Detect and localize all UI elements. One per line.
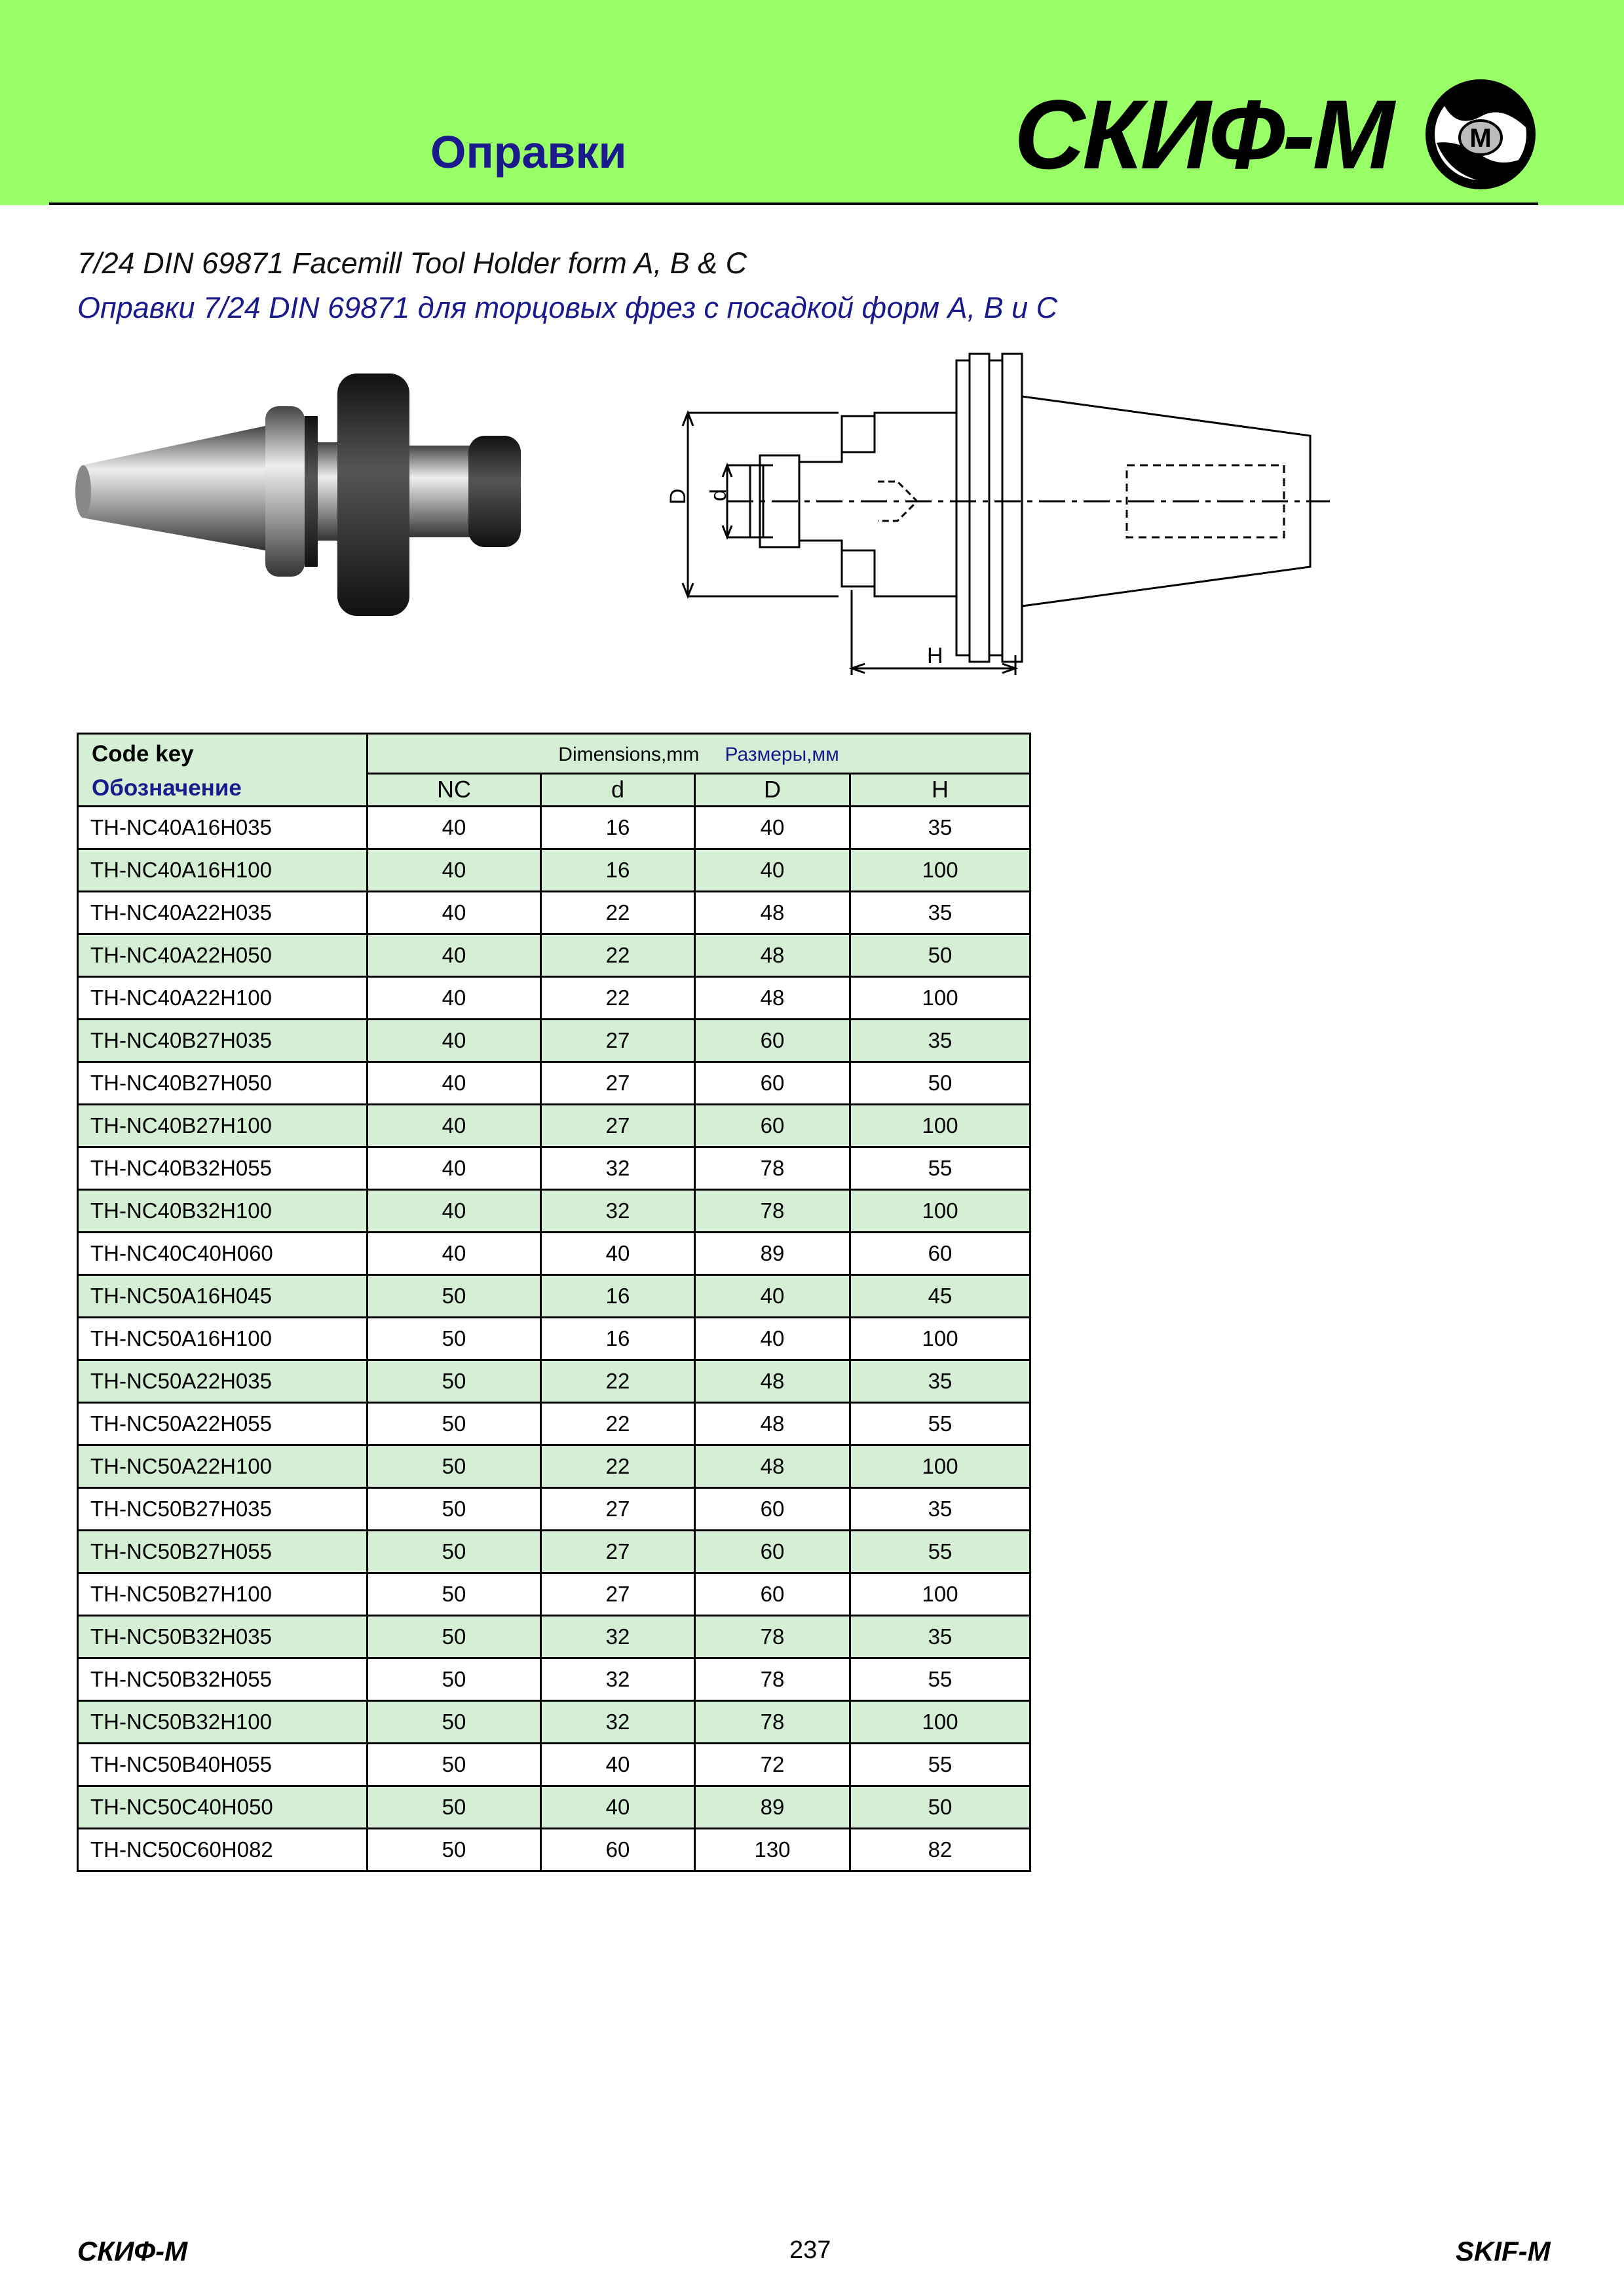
cell-h: 35 <box>850 1616 1030 1658</box>
cell-h: 82 <box>850 1829 1030 1871</box>
cell-nc: 40 <box>368 1147 541 1190</box>
cell-D: 48 <box>695 934 850 977</box>
cell-nc: 50 <box>368 1318 541 1360</box>
page-number: 237 <box>789 2236 831 2264</box>
footer-brand-ru: СКИФ-М <box>77 2236 188 2267</box>
table-row <box>78 1275 1030 1318</box>
cell-D: 60 <box>695 1105 850 1147</box>
cell-D: 72 <box>695 1744 850 1786</box>
column-header-nc: NC <box>368 773 541 806</box>
cell-h: 55 <box>850 1531 1030 1573</box>
cell-code: TH-NC50C60H082 <box>78 1829 368 1871</box>
subtitle-russian: Оправки 7/24 DIN 69871 для торцовых фрез с посадкой форм А, В и С <box>77 291 1058 324</box>
table-row <box>78 1020 1030 1062</box>
table-row <box>78 849 1030 892</box>
cell-nc: 50 <box>368 1403 541 1445</box>
cell-D: 40 <box>695 1275 850 1318</box>
logo-emblem-letter: М <box>1469 124 1492 153</box>
cell-d: 32 <box>541 1658 695 1701</box>
cell-D: 89 <box>695 1233 850 1275</box>
table-row <box>78 1829 1030 1871</box>
dimensions-label-en: Dimensions,mm <box>558 743 700 765</box>
column-header-D: D <box>695 773 850 806</box>
label-d: d <box>706 489 731 501</box>
table-row <box>78 1701 1030 1744</box>
cell-h: 55 <box>850 1147 1030 1190</box>
cell-h: 45 <box>850 1275 1030 1318</box>
cell-code: TH-NC50B32H035 <box>78 1616 368 1658</box>
section-title: Оправки <box>430 126 627 178</box>
cell-code: TH-NC50A22H100 <box>78 1445 368 1488</box>
cell-code: TH-NC50B32H055 <box>78 1658 368 1701</box>
cell-nc: 40 <box>368 807 541 849</box>
cell-d: 16 <box>541 849 695 892</box>
table-row <box>78 1062 1030 1105</box>
table-row <box>78 1105 1030 1147</box>
column-header-d: d <box>541 773 695 806</box>
cell-D: 48 <box>695 1403 850 1445</box>
logo-text: СКИФ-М <box>1014 79 1392 189</box>
cell-d: 27 <box>541 1488 695 1531</box>
cell-h: 100 <box>850 1701 1030 1744</box>
cell-D: 48 <box>695 977 850 1020</box>
cell-nc: 40 <box>368 1020 541 1062</box>
cell-nc: 40 <box>368 934 541 977</box>
table-row <box>78 1190 1030 1233</box>
cell-h: 100 <box>850 1445 1030 1488</box>
code-key-header <box>78 734 368 807</box>
cell-code: TH-NC40A22H050 <box>78 934 368 977</box>
cell-h: 100 <box>850 1318 1030 1360</box>
cell-d: 27 <box>541 1020 695 1062</box>
cell-h: 100 <box>850 1573 1030 1616</box>
cell-h: 50 <box>850 1062 1030 1105</box>
cell-h: 35 <box>850 892 1030 934</box>
cell-D: 78 <box>695 1701 850 1744</box>
cell-code: TH-NC50B32H100 <box>78 1701 368 1744</box>
cell-h: 100 <box>850 1190 1030 1233</box>
cell-code: TH-NC50B27H035 <box>78 1488 368 1531</box>
cell-h: 55 <box>850 1744 1030 1786</box>
table-row <box>78 1744 1030 1786</box>
cell-nc: 40 <box>368 892 541 934</box>
table-row <box>78 1616 1030 1658</box>
table-row <box>78 1658 1030 1701</box>
cell-code: TH-NC40B32H100 <box>78 1190 368 1233</box>
cell-nc: 40 <box>368 1190 541 1233</box>
label-H: H <box>927 643 943 668</box>
cell-code: TH-NC50B27H055 <box>78 1531 368 1573</box>
table-row <box>78 1360 1030 1403</box>
cell-D: 78 <box>695 1658 850 1701</box>
cell-nc: 50 <box>368 1616 541 1658</box>
cell-code: TH-NC50A16H100 <box>78 1318 368 1360</box>
cell-nc: 50 <box>368 1531 541 1573</box>
cell-h: 50 <box>850 934 1030 977</box>
cell-D: 48 <box>695 1360 850 1403</box>
cell-d: 16 <box>541 1275 695 1318</box>
cell-d: 32 <box>541 1616 695 1658</box>
cell-nc: 40 <box>368 849 541 892</box>
cell-D: 60 <box>695 1020 850 1062</box>
cell-d: 27 <box>541 1573 695 1616</box>
cell-D: 60 <box>695 1488 850 1531</box>
cell-D: 78 <box>695 1190 850 1233</box>
cell-d: 27 <box>541 1062 695 1105</box>
cell-h: 50 <box>850 1786 1030 1829</box>
cell-code: TH-NC40A22H100 <box>78 977 368 1020</box>
cell-d: 22 <box>541 977 695 1020</box>
cell-code: TH-NC40B27H100 <box>78 1105 368 1147</box>
cell-code: TH-NC40B32H055 <box>78 1147 368 1190</box>
cell-h: 35 <box>850 807 1030 849</box>
table-header-row <box>78 734 1030 774</box>
table-row <box>78 1147 1030 1190</box>
cell-code: TH-NC50B40H055 <box>78 1744 368 1786</box>
table-row <box>78 1531 1030 1573</box>
cell-code: TH-NC40C40H060 <box>78 1233 368 1275</box>
dimensions-label-ru: Размеры,мм <box>725 743 839 765</box>
cell-code: TH-NC50B27H100 <box>78 1573 368 1616</box>
cell-h: 60 <box>850 1233 1030 1275</box>
cell-D: 48 <box>695 1445 850 1488</box>
cell-D: 40 <box>695 1318 850 1360</box>
cell-D: 40 <box>695 807 850 849</box>
cell-D: 48 <box>695 892 850 934</box>
subtitle-english: 7/24 DIN 69871 Facemill Tool Holder form A, B & C <box>77 246 747 280</box>
table-row <box>78 1445 1030 1488</box>
code-key-label-en: Code key <box>92 741 194 767</box>
cell-d: 32 <box>541 1190 695 1233</box>
cell-nc: 50 <box>368 1658 541 1701</box>
cell-d: 22 <box>541 1360 695 1403</box>
table-row <box>78 977 1030 1020</box>
cell-nc: 50 <box>368 1829 541 1871</box>
cell-d: 40 <box>541 1786 695 1829</box>
cell-d: 16 <box>541 1318 695 1360</box>
cell-d: 60 <box>541 1829 695 1871</box>
table-row <box>78 1403 1030 1445</box>
cell-h: 35 <box>850 1360 1030 1403</box>
cell-nc: 50 <box>368 1786 541 1829</box>
cell-h: 55 <box>850 1403 1030 1445</box>
cell-D: 89 <box>695 1786 850 1829</box>
table-row <box>78 892 1030 934</box>
cell-D: 60 <box>695 1062 850 1105</box>
cell-D: 40 <box>695 849 850 892</box>
table-row <box>78 934 1030 977</box>
dimensions-header <box>368 734 1030 774</box>
cell-code: TH-NC50C40H050 <box>78 1786 368 1829</box>
cell-d: 40 <box>541 1233 695 1275</box>
cell-nc: 50 <box>368 1275 541 1318</box>
cell-h: 100 <box>850 977 1030 1020</box>
cell-nc: 50 <box>368 1573 541 1616</box>
table-row <box>78 1573 1030 1616</box>
cell-h: 55 <box>850 1658 1030 1701</box>
cell-d: 27 <box>541 1105 695 1147</box>
table-row <box>78 1318 1030 1360</box>
cell-code: TH-NC40A16H035 <box>78 807 368 849</box>
cell-h: 100 <box>850 1105 1030 1147</box>
cell-D: 60 <box>695 1573 850 1616</box>
cell-nc: 40 <box>368 977 541 1020</box>
cell-nc: 50 <box>368 1360 541 1403</box>
cell-code: TH-NC40B27H035 <box>78 1020 368 1062</box>
cell-nc: 50 <box>368 1488 541 1531</box>
cell-D: 78 <box>695 1147 850 1190</box>
cell-nc: 50 <box>368 1701 541 1744</box>
cell-code: TH-NC40A16H100 <box>78 849 368 892</box>
specification-table <box>77 733 1031 1872</box>
column-header-h: H <box>850 773 1030 806</box>
cell-code: TH-NC50A16H045 <box>78 1275 368 1318</box>
cell-nc: 40 <box>368 1105 541 1147</box>
cell-D: 130 <box>695 1829 850 1871</box>
cell-d: 22 <box>541 934 695 977</box>
table-row <box>78 1786 1030 1829</box>
company-logo <box>1014 72 1538 203</box>
cell-h: 35 <box>850 1488 1030 1531</box>
cell-code: TH-NC40B27H050 <box>78 1062 368 1105</box>
table-row <box>78 807 1030 849</box>
footer-brand-en: SKIF-M <box>1456 2236 1551 2267</box>
tool-holder-photo <box>75 367 573 629</box>
cell-d: 22 <box>541 1445 695 1488</box>
cell-code: TH-NC40A22H035 <box>78 892 368 934</box>
cell-nc: 50 <box>368 1744 541 1786</box>
cell-d: 32 <box>541 1701 695 1744</box>
cell-code: TH-NC50A22H035 <box>78 1360 368 1403</box>
cell-nc: 50 <box>368 1445 541 1488</box>
cell-h: 35 <box>850 1020 1030 1062</box>
cell-h: 100 <box>850 849 1030 892</box>
cell-d: 40 <box>541 1744 695 1786</box>
technical-drawing <box>668 347 1336 688</box>
table-row <box>78 1488 1030 1531</box>
cell-D: 78 <box>695 1616 850 1658</box>
cell-d: 22 <box>541 892 695 934</box>
cell-d: 27 <box>541 1531 695 1573</box>
cell-d: 32 <box>541 1147 695 1190</box>
cell-code: TH-NC50A22H055 <box>78 1403 368 1445</box>
label-D: D <box>666 488 690 505</box>
code-key-label-ru: Обозначение <box>92 775 242 801</box>
cell-d: 22 <box>541 1403 695 1445</box>
logo-emblem-icon <box>1424 77 1538 192</box>
cell-nc: 40 <box>368 1062 541 1105</box>
cell-d: 16 <box>541 807 695 849</box>
cell-D: 60 <box>695 1531 850 1573</box>
cell-nc: 40 <box>368 1233 541 1275</box>
table-row <box>78 1233 1030 1275</box>
